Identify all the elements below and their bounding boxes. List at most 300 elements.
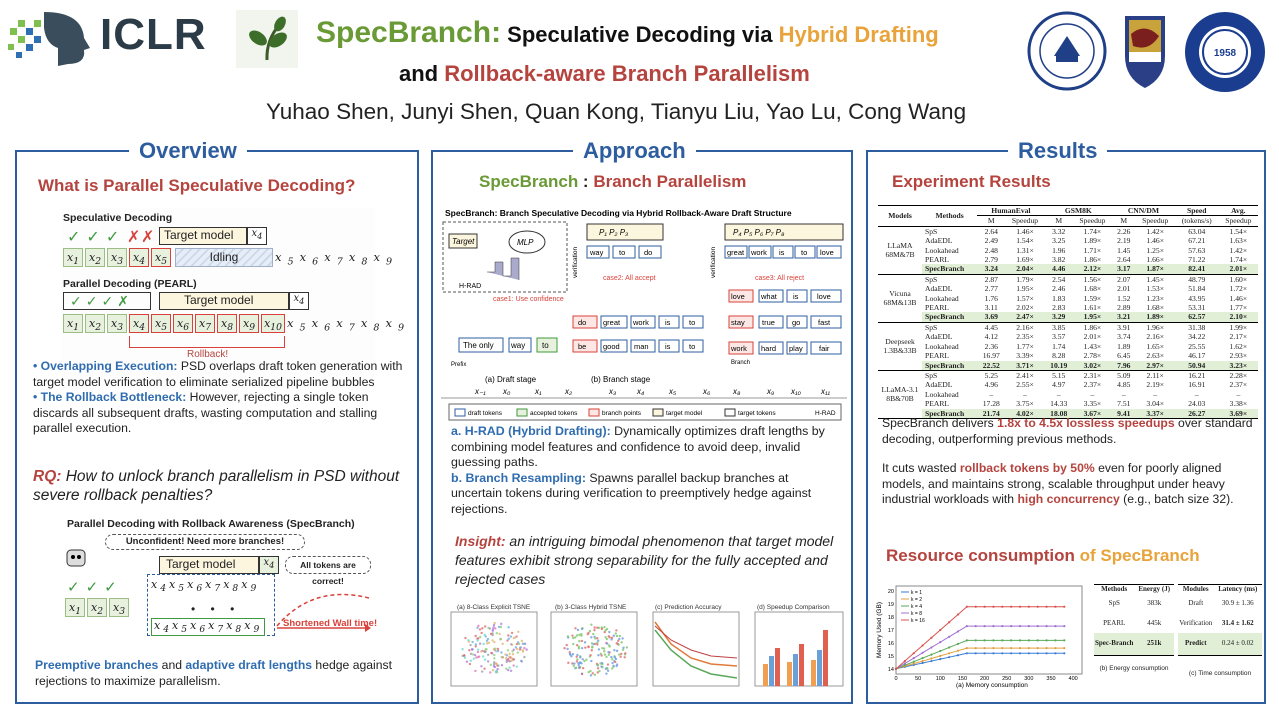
scatter-point xyxy=(577,629,579,631)
svg-text:hard: hard xyxy=(761,344,777,353)
memory-point xyxy=(1037,606,1039,608)
scatter-point xyxy=(622,649,624,651)
table-row: Lookahead 2.48 1.31× 1.96 1.71× 1.45 1.25× 57.63 1.42× xyxy=(925,245,1248,255)
memory-point xyxy=(895,668,897,670)
memory-point xyxy=(1019,647,1021,649)
memory-point xyxy=(1045,639,1047,641)
scatter-point xyxy=(572,653,574,655)
memory-point xyxy=(1019,606,1021,608)
svg-text:verification: verification xyxy=(572,246,579,278)
memory-point xyxy=(1028,639,1030,641)
overview-bullets: • Overlapping Execution: PSD overlaps draft token generation with target model verification to eliminate serialized pipeline bubbles • The Rollback Bottleneck: However, rejecting a single token discards all subsequent drafts, wasting computation and stalling parallel execution. xyxy=(33,359,403,435)
svg-text:(c) Prediction Accuracy: (c) Prediction Accuracy xyxy=(655,604,722,611)
svg-text:is: is xyxy=(779,248,785,257)
scatter-point xyxy=(610,656,612,658)
scatter-point xyxy=(581,640,583,642)
scatter-point xyxy=(519,648,521,650)
memory-point xyxy=(1010,606,1012,608)
memory-point xyxy=(948,636,950,638)
scatter-point xyxy=(471,641,473,643)
approach-subtitle: SpecBranch : Branch Parallelism xyxy=(479,172,747,191)
scatter-point xyxy=(613,649,615,651)
scatter-point xyxy=(616,650,618,652)
scatter-point xyxy=(590,660,592,662)
scatter-point xyxy=(477,651,479,653)
svg-text:do: do xyxy=(578,318,587,327)
svg-text:H-RAD: H-RAD xyxy=(459,283,482,290)
scatter-point xyxy=(615,632,617,634)
scatter-point xyxy=(608,644,610,646)
svg-text:Memory Used (GB): Memory Used (GB) xyxy=(876,602,883,658)
scatter-point xyxy=(511,632,513,634)
memory-point xyxy=(939,641,941,643)
results-heading: Results xyxy=(1008,138,1107,164)
approach-heading: Approach xyxy=(573,138,696,164)
scatter-point xyxy=(587,632,589,634)
scatter-point xyxy=(516,665,518,667)
svg-text:x₉: x₉ xyxy=(767,387,775,396)
scatter-point xyxy=(578,647,580,649)
scatter-point xyxy=(496,632,498,634)
memory-point xyxy=(957,650,959,652)
memory-point xyxy=(1028,606,1030,608)
scatter-point xyxy=(523,643,525,645)
x-tick-label: 200 xyxy=(979,676,990,682)
svg-text:x₆: x₆ xyxy=(703,387,711,396)
memory-point xyxy=(975,639,977,641)
svg-text:The only: The only xyxy=(463,341,494,350)
scatter-point xyxy=(604,636,606,638)
scatter-point xyxy=(493,622,495,624)
memory-point xyxy=(1010,652,1012,654)
memory-point xyxy=(957,613,959,615)
scatter-point xyxy=(512,653,514,655)
scatter-point xyxy=(614,661,616,663)
approach-text: a. H-RAD (Hybrid Drafting): Dynamically optimizes draft lengths by combining model features and confidence to avoid deep, invalid guessing paths. b. Branch Resampling: Spawns parallel backup branches at uncertain tokens during verification to preemptively hedge against rejections. xyxy=(451,424,825,516)
col-header: Methods xyxy=(935,211,964,221)
scatter-point xyxy=(498,633,500,635)
memory-point xyxy=(1045,652,1047,654)
svg-text:(b) Branch stage: (b) Branch stage xyxy=(591,375,651,384)
svg-text:(a) Memory consumption: (a) Memory consumption xyxy=(956,682,1028,689)
table-row: Lookahead – – – – – – – – xyxy=(925,389,1241,399)
scatter-point xyxy=(481,627,483,629)
scatter-point xyxy=(608,635,610,637)
svg-text:x₈: x₈ xyxy=(733,387,741,396)
scatter-point xyxy=(510,643,512,645)
scatter-point xyxy=(605,672,607,674)
scatter-point xyxy=(607,651,609,653)
scatter-point xyxy=(479,643,481,645)
legend-label: k = 4 xyxy=(911,604,922,610)
memory-point xyxy=(913,657,915,659)
svg-text:work: work xyxy=(751,248,767,257)
scatter-point xyxy=(597,664,599,666)
svg-text:work: work xyxy=(731,344,747,353)
svg-text:x₁₀: x₁₀ xyxy=(791,387,801,396)
svg-text:way: way xyxy=(511,341,526,350)
memory-point xyxy=(948,656,950,658)
memory-point xyxy=(966,652,968,654)
scatter-point xyxy=(493,654,495,656)
scatter-point xyxy=(624,656,626,658)
svg-text:P₁ P₂ P₃: P₁ P₂ P₃ xyxy=(599,228,629,237)
scatter-point xyxy=(601,647,603,649)
memory-point xyxy=(983,652,985,654)
scatter-point xyxy=(480,650,482,652)
memory-point xyxy=(921,662,923,664)
memory-point xyxy=(1063,652,1065,654)
scatter-point xyxy=(508,667,510,669)
scatter-point xyxy=(498,626,500,628)
memory-point xyxy=(1063,647,1065,649)
scatter-point xyxy=(476,639,478,641)
svg-text:SpecBranch: Branch Speculative: SpecBranch: Branch Speculative Decoding via Hybrid Rollback-Aware Draft Structure xyxy=(445,208,792,218)
overview-heading: Overview xyxy=(129,138,247,164)
svg-text:good: good xyxy=(603,342,620,351)
scatter-point xyxy=(607,670,609,672)
svg-text:love: love xyxy=(817,292,831,301)
scatter-point xyxy=(573,665,575,667)
scatter-point xyxy=(493,641,495,643)
memory-point xyxy=(1054,606,1056,608)
svg-text:case1: Use confidence: case1: Use confidence xyxy=(493,296,564,303)
scatter-point xyxy=(480,665,482,667)
scatter-point xyxy=(580,634,582,636)
table-row: AdaEDL 4.12 2.35× 3.57 2.01× 3.74 2.16× 34.22 2.17× xyxy=(925,332,1248,342)
scatter-point xyxy=(581,673,583,675)
scatter-point xyxy=(567,662,569,664)
memory-point xyxy=(966,647,968,649)
table-row: PEARL 3.11 2.02× 2.83 1.61× 2.89 1.68× 53.31 1.77× xyxy=(925,303,1248,313)
scatter-point xyxy=(593,626,595,628)
scatter-point xyxy=(578,666,580,668)
scatter-point xyxy=(484,659,486,661)
table-row: SpecBranch 22.52 3.71× 10.19 3.02× 7.96 2.97× 50.94 3.23× xyxy=(878,361,1258,371)
scatter-point xyxy=(612,665,614,667)
check-icons: ✓✓✓ xyxy=(67,229,126,246)
scatter-point xyxy=(608,631,610,633)
x-tick-label: 300 xyxy=(1024,676,1034,682)
svg-text:go: go xyxy=(792,318,801,327)
scatter-point xyxy=(611,662,613,664)
scatter-point xyxy=(521,660,523,662)
scatter-point xyxy=(563,647,565,649)
scatter-point xyxy=(474,635,476,637)
scatter-point xyxy=(512,664,514,666)
scatter-point xyxy=(501,643,503,645)
svg-text:(a) 8-Class Explicit TSNE: (a) 8-Class Explicit TSNE xyxy=(457,604,531,611)
memory-point xyxy=(913,652,915,654)
memory-point xyxy=(1037,639,1039,641)
svg-text:x₃: x₃ xyxy=(609,387,617,396)
scatter-point xyxy=(463,654,465,656)
scatter-point xyxy=(593,629,595,631)
results-table: Models Methods HumanEval GSM8K CNN/DM Speed Avg. M Speedup M Speedup M Speedup (tokens/s) Speedup LLaMA 68M&7B SpS 2.64 1.46× 3.32 1.74× 2.26 1.42× 63.04 1.54× AdaEDL 2.49 1.54× 3.25 1.89× 2.19 1.46× 67.21 1.63× Lookahead 2.48 1.31× 1.96 1.71× 1.45 1.25× 57.63 1.42× PEARL 2.79 1.69× 3.82 1.86× 2.64 1.66× 71.22 1.74× SpecBranch 3.24 2.04× 4.46 2.12× 3.17 1.87× 82.41 2.01× Vicuna 68M&13B SpS 2.87 1.79× 2.54 1.56× 2.07 1.45× 48.79 1.60× AdaEDL 2.77 1.95× 2.46 1.68× 2.01 1.53× 51.84 1.72× Lookahead 1.76 1.57× 1.83 1.59× 1.52 1.23× 43.95 1.46× PEARL 3.11 2.02× 2.83 1.61× 2.89 1.68× 53.31 1.77× SpecBranch 3.69 2.47× 3.29 1.95× 3.21 1.89× 62.57 2.10× Deepseek 1.3B&33B SpS 4.45 2.16× 3.85 1.86× 3.91 1.96× 31.38 1.99× AdaEDL 4.12 2.35× 3.57 2.01× 3.74 2.16× 34.22 2.17× Lookahead 2.36 1.77× 1.74 1.43× 1.89 1.65× 25.55 1.62× PEARL 16.97 3.39× 8.28 2.78× 6.45 2.63× 46.17 2.93× SpecBranch 22.52 3.71× 10.19 3.02× 7.96 2.97× 50.94 3.23× LLaMA-3.1 8B&70B SpS 5.25 2.41× 5.15 2.31× 5.09 2.11× 16.21 2.28× AdaEDL 4.96 2.55× 4.97 2.37× 4.85 2.19× 16.91 2.37× Lookahead – – – – – – – – PEARL 17.28 3.75× 14.33 3.35× 7.51 3.04× 24.03 3.38× SpecBranch 21.74 4.02× 18.08 3.67× 9.41 3.37× 26.27 3.69× xyxy=(878,205,1258,419)
memory-point xyxy=(975,652,977,654)
scatter-point xyxy=(470,659,472,661)
svg-text:man: man xyxy=(634,342,649,351)
scatter-point xyxy=(626,646,628,648)
scatter-point xyxy=(619,635,621,637)
y-tick-label: 16 xyxy=(887,640,894,647)
scatter-point xyxy=(621,637,623,639)
scatter-point xyxy=(613,635,615,637)
scatter-point xyxy=(592,633,594,635)
scatter-point xyxy=(591,649,593,651)
memory-point xyxy=(1010,647,1012,649)
scatter-point xyxy=(500,623,502,625)
scatter-point xyxy=(505,668,507,670)
scatter-point xyxy=(576,660,578,662)
svg-text:(b) 3-Class Hybrid TSNE: (b) 3-Class Hybrid TSNE xyxy=(555,604,627,611)
memory-point xyxy=(983,625,985,627)
x-tick-label: 100 xyxy=(935,676,945,682)
y-tick-label: 17 xyxy=(887,628,894,634)
scatter-point xyxy=(461,648,463,650)
scatter-point xyxy=(606,642,608,644)
scatter-point xyxy=(590,674,592,676)
memory-point xyxy=(930,646,932,648)
memory-point xyxy=(1001,639,1003,641)
scatter-point xyxy=(477,637,479,639)
table-row: SpecBranch 3.24 2.04× 4.46 2.12× 3.17 1.87× 82.41 2.01× xyxy=(878,264,1258,274)
scatter-point xyxy=(571,634,573,636)
university-seal-1-icon xyxy=(1026,10,1108,92)
col-header: Models xyxy=(888,211,912,221)
scatter-point xyxy=(493,657,495,659)
memory-point xyxy=(939,658,941,660)
scatter-point xyxy=(583,660,585,662)
scatter-point xyxy=(493,663,495,665)
memory-point xyxy=(992,647,994,649)
scatter-point xyxy=(590,624,592,626)
table-row: LLaMA 68M&7B SpS 2.64 1.46× 3.32 1.74× 2.26 1.42× 63.04 1.54× xyxy=(878,226,1258,236)
experiment-results-heading: Experiment Results xyxy=(892,172,1051,191)
scatter-point xyxy=(606,667,608,669)
memory-point xyxy=(913,661,915,663)
scatter-point xyxy=(507,626,509,628)
memory-point xyxy=(1019,639,1021,641)
y-tick-label: 14 xyxy=(887,666,894,673)
legend-label: k = 1 xyxy=(911,590,922,596)
svg-text:way: way xyxy=(590,248,604,257)
scatter-point xyxy=(506,654,508,656)
results-panel xyxy=(866,138,1266,704)
memory-point xyxy=(983,647,985,649)
scatter-point xyxy=(469,663,471,665)
legend-label: k = 2 xyxy=(911,597,922,603)
scatter-point xyxy=(615,629,617,631)
scatter-point xyxy=(495,671,497,673)
scatter-point xyxy=(483,668,485,670)
scatter-point xyxy=(610,638,612,640)
scatter-point xyxy=(495,650,497,652)
scatter-point xyxy=(603,626,605,628)
scatter-point xyxy=(607,663,609,665)
svg-text:to: to xyxy=(689,318,696,327)
memory-point xyxy=(1037,625,1039,627)
memory-point xyxy=(930,657,932,659)
svg-text:x₁₁: x₁₁ xyxy=(821,387,831,396)
scatter-point xyxy=(605,656,607,658)
leaf-logo-icon xyxy=(236,10,298,68)
table-row: AdaEDL 4.96 2.55× 4.97 2.37× 4.85 2.19× 16.91 2.37× xyxy=(925,380,1248,390)
scatter-point xyxy=(489,671,491,673)
svg-text:(a) Draft stage: (a) Draft stage xyxy=(485,375,537,384)
check-icons: ✓✓✓ xyxy=(67,579,123,596)
svg-text:what: what xyxy=(761,292,777,301)
conference-logo: ICLR xyxy=(100,10,207,59)
resource-heading: Resource consumption of SpecBranch xyxy=(886,546,1200,565)
memory-point xyxy=(1037,652,1039,654)
svg-text:true: true xyxy=(762,318,775,327)
memory-point xyxy=(1045,625,1047,627)
scatter-point xyxy=(484,651,486,653)
memory-point xyxy=(1001,625,1003,627)
scatter-point xyxy=(598,648,600,650)
svg-text:work: work xyxy=(633,318,649,327)
svg-text:x₀: x₀ xyxy=(503,387,511,396)
scatter-point xyxy=(464,637,466,639)
scatter-point xyxy=(600,654,602,656)
y-tick-label: 20 xyxy=(887,589,894,596)
memory-point xyxy=(1045,647,1047,649)
x-tick-label: 250 xyxy=(1002,676,1012,682)
scatter-point xyxy=(622,647,624,649)
scatter-point xyxy=(611,658,613,660)
x-tick-label: 0 xyxy=(894,676,898,682)
scatter-point xyxy=(483,634,485,636)
table-row: PEARL 16.97 3.39× 8.28 2.78× 6.45 2.63× 46.17 2.93× xyxy=(925,351,1248,361)
specbranch-diagram xyxy=(441,206,847,426)
memory-point xyxy=(904,660,906,662)
svg-text:draft tokens: draft tokens xyxy=(468,410,502,417)
scatter-point xyxy=(587,646,589,648)
scatter-point xyxy=(521,640,523,642)
table-row: Lookahead 1.76 1.57× 1.83 1.59× 1.52 1.23× 43.95 1.46× xyxy=(925,293,1248,303)
table-row: PEARL 17.28 3.75× 14.33 3.35× 7.51 3.04× 24.03 3.38× xyxy=(925,399,1248,409)
scatter-point xyxy=(523,647,525,649)
scatter-point xyxy=(490,652,492,654)
scatter-point xyxy=(601,662,603,664)
scatter-point xyxy=(580,662,582,664)
scatter-point xyxy=(499,638,501,640)
memory-point xyxy=(957,630,959,632)
memory-point xyxy=(1028,647,1030,649)
memory-point xyxy=(948,621,950,623)
scatter-point xyxy=(590,636,592,638)
scatter-point xyxy=(574,627,576,629)
scatter-point xyxy=(572,637,574,639)
memory-point xyxy=(1054,625,1056,627)
memory-point xyxy=(921,644,923,646)
scatter-point xyxy=(486,642,488,644)
scatter-point xyxy=(487,660,489,662)
svg-text:to: to xyxy=(689,342,696,351)
scatter-point xyxy=(589,630,591,632)
scatter-point xyxy=(516,635,518,637)
scatter-point xyxy=(617,644,619,646)
scatter-point xyxy=(501,664,503,666)
memory-point xyxy=(975,606,977,608)
svg-text:case3: All reject: case3: All reject xyxy=(755,275,805,282)
overview-panel xyxy=(15,138,419,704)
scatter-point xyxy=(615,665,617,667)
memory-point xyxy=(1054,652,1056,654)
svg-text:love: love xyxy=(731,292,745,301)
memory-chart xyxy=(872,580,1090,690)
memory-point xyxy=(1019,625,1021,627)
results-text: SpecBranch delivers 1.8x to 4.5x lossless speedups over standard decoding, outperforming previous methods. It cuts wasted rollback tokens by 50% even for poorly aligned models, and maintains strong, scalable throughput under heavy industrial workloads with high concurrency (e.g., batch size 32). xyxy=(882,416,1253,506)
scatter-point xyxy=(584,641,586,643)
svg-text:branch points: branch points xyxy=(602,410,642,417)
memory-point xyxy=(1028,625,1030,627)
scatter-point xyxy=(464,657,466,659)
scatter-point xyxy=(596,637,598,639)
y-tick-label: 19 xyxy=(887,602,894,609)
poster-title-line1: SpecBranch: Speculative Decoding via Hybrid Drafting xyxy=(316,16,939,49)
scatter-point xyxy=(507,634,509,636)
svg-text:Target: Target xyxy=(452,237,475,246)
scatter-point xyxy=(477,625,479,627)
svg-text:H-RAD: H-RAD xyxy=(815,410,836,417)
scatter-point xyxy=(501,656,503,658)
scatter-point xyxy=(512,658,514,660)
scatter-point xyxy=(582,658,584,660)
overview-footer: Preemptive branches and adaptive draft lengths hedge against rejections to maximize parallelism. xyxy=(35,658,393,688)
svg-text:1958: 1958 xyxy=(1213,48,1237,59)
scatter-point xyxy=(604,653,606,655)
scatter-point xyxy=(582,667,584,669)
svg-text:target model: target model xyxy=(666,410,703,417)
scatter-point xyxy=(525,648,527,650)
poster-header xyxy=(0,0,1279,135)
memory-point xyxy=(983,606,985,608)
latency-table: Modules Latency (ms) Draft 30.9 ± 1.36 Verification 31.4 ± 1.62 Predict 0.24 ± 0.02 (c) Time consumption xyxy=(1178,584,1262,677)
scatter-point xyxy=(479,636,481,638)
scatter-point xyxy=(620,653,622,655)
scatter-point xyxy=(592,672,594,674)
scatter-point xyxy=(477,648,479,650)
memory-point xyxy=(921,660,923,662)
svg-text:target tokens: target tokens xyxy=(738,410,776,417)
memory-point xyxy=(939,629,941,631)
svg-text:x₄: x₄ xyxy=(637,387,645,396)
scatter-point xyxy=(616,635,618,637)
memory-point xyxy=(1063,639,1065,641)
memory-point xyxy=(1001,606,1003,608)
scatter-point xyxy=(490,633,492,635)
svg-text:love: love xyxy=(820,248,834,257)
memory-point xyxy=(939,655,941,657)
scatter-point xyxy=(484,648,486,650)
scatter-point xyxy=(591,646,593,648)
svg-text:accepted tokens: accepted tokens xyxy=(530,410,578,417)
scatter-point xyxy=(614,656,616,658)
memory-point xyxy=(1063,625,1065,627)
svg-text:fair: fair xyxy=(819,344,830,353)
memory-point xyxy=(1045,606,1047,608)
scatter-point xyxy=(500,651,502,653)
scatter-point xyxy=(600,665,602,667)
svg-text:(d) Speedup Comparison: (d) Speedup Comparison xyxy=(757,604,830,611)
memory-point xyxy=(1010,639,1012,641)
scatter-point xyxy=(487,654,489,656)
memory-point xyxy=(930,637,932,639)
scatter-point xyxy=(495,662,497,664)
scatter-point xyxy=(581,628,583,630)
